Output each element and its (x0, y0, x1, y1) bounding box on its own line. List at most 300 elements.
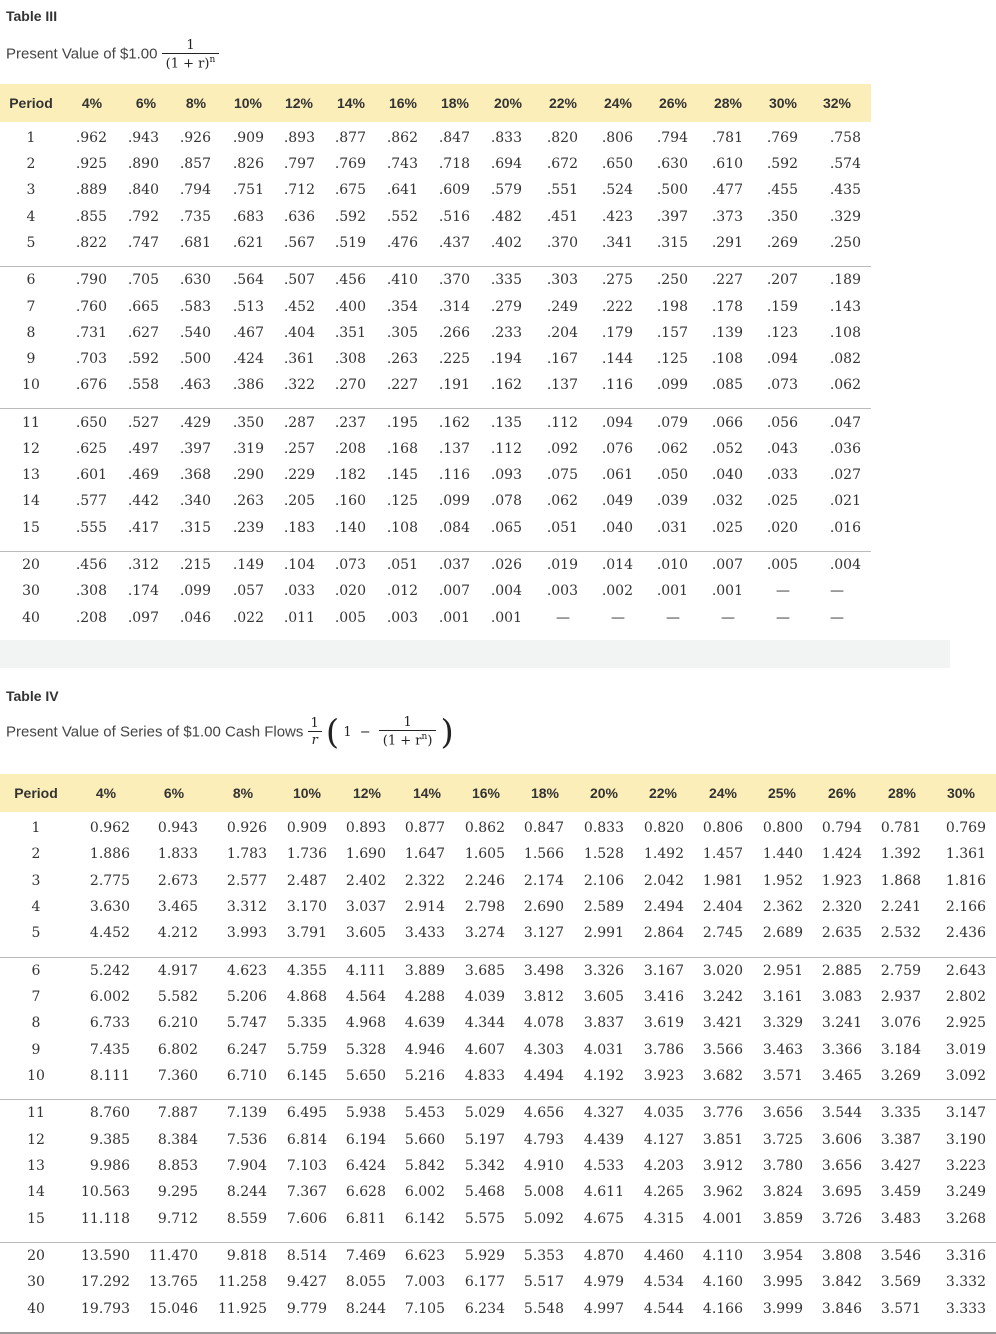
table3-value-cell: .889 (75, 182, 107, 199)
table4-value-cell: 3.544 (821, 1105, 862, 1122)
table3-value-cell: .037 (438, 557, 470, 574)
table4-formula-inner-fraction (379, 715, 437, 748)
table4-value-cell: 2.864 (643, 925, 684, 942)
table4-value-cell: 3.037 (345, 898, 386, 915)
table4-value-cell: 6.710 (226, 1067, 267, 1084)
table3-value-cell: .145 (386, 467, 418, 484)
table3-value-cell: .424 (232, 351, 264, 367)
table3-value-cell: .108 (711, 351, 743, 367)
table4-value-cell: 0.800 (762, 820, 803, 836)
table3-value-cell: .140 (334, 519, 366, 536)
table3-value-cell: .555 (75, 519, 107, 536)
table3-value-cell: .208 (334, 441, 366, 457)
table4-value-cell: 4.344 (464, 1015, 505, 1032)
table4-value-cell: 4.303 (523, 1041, 564, 1058)
table4-value-cell: 1.868 (880, 872, 921, 889)
table3-title: Table III (6, 8, 58, 24)
table4-value-cell: 3.786 (643, 1041, 684, 1058)
table4-value-cell: 4.910 (523, 1158, 564, 1174)
table3-value-cell: .625 (75, 441, 107, 457)
table4-value-cell: 8.760 (89, 1105, 130, 1122)
table4-value-cell: 5.582 (157, 989, 198, 1005)
table3-value-cell: .094 (766, 351, 798, 367)
table3-value-cell: .397 (179, 441, 211, 457)
table3-value-cell: .116 (438, 467, 470, 484)
table3-value-cell: .500 (179, 351, 211, 367)
table3-value-cell: .781 (711, 130, 743, 146)
table3-value-cell: .189 (829, 272, 861, 289)
table4-value-cell: 3.498 (523, 962, 564, 979)
table4-value-cell: 0.806 (702, 820, 743, 836)
table4-value-cell: 4.460 (643, 1248, 684, 1265)
table3-value-cell: .592 (127, 351, 159, 367)
table3-value-cell: .437 (438, 234, 470, 251)
table4-value-cell: 4.166 (702, 1300, 743, 1317)
table4-value-cell: 7.435 (89, 1041, 130, 1058)
table4-formula-inner-close: ) (427, 733, 433, 749)
table3-value-cell: .943 (127, 130, 159, 146)
table3-value-cell: .135 (490, 414, 522, 431)
table3-value-cell: .731 (75, 324, 107, 341)
table4-value-cell: 6.210 (157, 1015, 198, 1032)
table3-value-cell: .482 (490, 208, 522, 225)
table3-value-cell: .467 (232, 324, 264, 341)
table3-value-cell: .051 (546, 519, 578, 536)
table4-header-rate: 6% (163, 784, 185, 801)
table3-value-cell: .500 (656, 182, 688, 199)
table4-value-cell: 0.769 (945, 820, 986, 836)
table4-value-cell: 3.190 (945, 1131, 986, 1148)
table3-value-cell: .319 (232, 441, 264, 457)
table3-dash-cell: — (611, 609, 625, 626)
table4-value-cell: 3.923 (643, 1067, 684, 1084)
table4-value-cell: 4.607 (464, 1041, 505, 1058)
table4-value-cell: 2.798 (464, 898, 505, 915)
table3-value-cell: .291 (711, 234, 743, 251)
table4-period-cell: 6 (31, 962, 41, 979)
table4-value-cell: 2.745 (702, 925, 743, 942)
table4-value-cell: 0.909 (286, 820, 327, 836)
table3-value-cell: .893 (283, 130, 315, 146)
table4-value-cell: 3.421 (702, 1015, 743, 1032)
table3-value-cell: .909 (232, 130, 264, 146)
table3-period-cell: 11 (22, 414, 40, 431)
table4-value-cell: 1.816 (945, 872, 986, 889)
table3-value-cell: .567 (283, 234, 315, 251)
table3-period-cell: 8 (26, 324, 36, 341)
table3-period-cell: 9 (26, 351, 36, 367)
table3-value-cell: .160 (334, 493, 366, 510)
table4-value-cell: 4.979 (583, 1274, 624, 1291)
table4-value-cell: 6.002 (404, 1184, 445, 1201)
table4-value-cell: 4.533 (583, 1158, 624, 1174)
table4-value-cell: 5.453 (404, 1105, 445, 1122)
table3-value-cell: .456 (334, 272, 366, 289)
table3-value-cell: .592 (334, 208, 366, 225)
table4-period-cell: 14 (27, 1184, 45, 1201)
table3-dash-cell: — (556, 609, 570, 626)
table4-value-cell: 7.367 (286, 1184, 327, 1201)
table3-value-cell: .962 (75, 130, 107, 146)
table4-value-cell: 4.833 (464, 1067, 505, 1084)
table3-value-cell: .195 (386, 414, 418, 431)
table4-value-cell: 4.160 (702, 1274, 743, 1291)
table4-value-cell: 1.952 (762, 872, 803, 889)
table4-value-cell: 9.295 (157, 1184, 198, 1201)
table3-header-rate: 16% (388, 94, 418, 111)
table3-value-cell: .125 (386, 493, 418, 510)
section-separator (0, 640, 950, 668)
table3-value-cell: .046 (179, 609, 211, 626)
table3-value-cell: .016 (829, 519, 861, 536)
table4-value-cell: 8.244 (226, 1184, 267, 1201)
table3-value-cell: .007 (438, 583, 470, 600)
table4-value-cell: 2.643 (945, 962, 986, 979)
table4-value-cell: 4.917 (157, 962, 198, 979)
table4-value-cell: 3.726 (821, 1210, 862, 1227)
table4-value-cell: 5.842 (404, 1158, 445, 1174)
table3-value-cell: .233 (490, 324, 522, 341)
table4-value-cell: 4.675 (583, 1210, 624, 1227)
table3-value-cell: .040 (601, 519, 633, 536)
table4-value-cell: 6.623 (404, 1248, 445, 1265)
table3-value-cell: .806 (601, 130, 633, 146)
table3-value-cell: .820 (546, 130, 578, 146)
table4-value-cell: 3.859 (762, 1210, 803, 1227)
table4-value-cell: 5.335 (286, 1015, 327, 1032)
table4-value-cell: 3.083 (821, 989, 862, 1005)
table3-value-cell: .040 (711, 467, 743, 484)
table4-title: Table IV (6, 688, 59, 704)
table4-formula-outer-numerator: 1 (310, 716, 319, 731)
table3-dash-cell: — (830, 609, 844, 626)
table4-value-cell: 5.468 (464, 1184, 505, 1201)
table3-value-cell: .826 (232, 156, 264, 173)
table3-value-cell: .558 (127, 377, 159, 394)
table4-value-cell: 1.528 (583, 846, 624, 863)
table3-value-cell: .400 (334, 298, 366, 315)
table3-value-cell: .583 (179, 298, 211, 315)
table3-value-cell: .410 (386, 272, 418, 289)
table4-value-cell: 3.546 (880, 1248, 921, 1265)
table4-period-cell: 3 (31, 872, 41, 889)
table3-value-cell: .215 (179, 557, 211, 574)
table3-value-cell: .855 (75, 208, 107, 225)
table3-value-cell: .794 (179, 182, 211, 199)
table4-value-cell: 3.167 (643, 962, 684, 979)
table3-value-cell: .057 (232, 583, 264, 600)
table3-value-cell: .455 (766, 182, 798, 199)
table4-value-cell: 3.184 (880, 1041, 921, 1058)
table4-value-cell: 2.042 (643, 872, 684, 889)
table3-value-cell: .694 (490, 156, 522, 173)
table3-period-cell: 12 (22, 441, 40, 457)
table3-value-cell: .001 (490, 609, 522, 626)
table3-value-cell: .373 (711, 208, 743, 225)
table3-value-cell: .061 (601, 467, 633, 484)
table4-value-cell: 7.003 (404, 1274, 445, 1291)
table4-value-cell: 3.463 (762, 1041, 803, 1058)
table3-header-rate: 8% (185, 94, 207, 111)
table4-value-cell: 4.623 (226, 962, 267, 979)
table3-value-cell: .397 (656, 208, 688, 225)
table4-value-cell: 1.833 (157, 846, 198, 863)
table3-value-cell: .463 (179, 377, 211, 394)
table4-value-cell: 3.092 (945, 1067, 986, 1084)
table4-value-cell: 7.904 (226, 1158, 267, 1174)
table4-value-cell: 9.712 (157, 1210, 198, 1227)
table3-value-cell: .747 (127, 234, 159, 251)
table3-value-cell: .890 (127, 156, 159, 173)
table4-value-cell: 5.575 (464, 1210, 505, 1227)
table3-value-cell: .797 (283, 156, 315, 173)
table4-formula-minus: − (359, 724, 371, 740)
table3-header-rate: 32% (822, 94, 852, 111)
table3-dash-cell: — (830, 583, 844, 600)
table4-value-cell: 2.775 (89, 872, 130, 889)
table3-value-cell: .672 (546, 156, 578, 173)
table3-value-cell: .641 (386, 182, 418, 199)
table3-value-cell: .370 (438, 272, 470, 289)
table4-value-cell: 3.170 (286, 898, 327, 915)
table3-value-cell: .097 (127, 609, 159, 626)
table3-formula-base: (1 + r) (165, 56, 210, 72)
table4-value-cell: 3.846 (821, 1300, 862, 1317)
table4-formula-inner-numerator: 1 (403, 715, 412, 731)
table3-value-cell: .020 (766, 519, 798, 536)
table4-value-cell: 4.355 (286, 962, 327, 979)
table4-formula-inner-base: (1 + r (382, 733, 422, 749)
table4-value-cell: 5.353 (523, 1248, 564, 1265)
table3-value-cell: .168 (386, 441, 418, 457)
table3-value-cell: .062 (656, 441, 688, 457)
table4-period-cell: 9 (31, 1041, 41, 1058)
table3-value-cell: .718 (438, 156, 470, 173)
table3-value-cell: .579 (490, 182, 522, 199)
table4-value-cell: 7.105 (404, 1300, 445, 1317)
table4-value-cell: 4.534 (643, 1274, 684, 1291)
table3-dash-cell: — (776, 583, 790, 600)
table4-period-cell: 15 (27, 1210, 45, 1227)
table3-value-cell: .769 (334, 156, 366, 173)
table4-header-rate: 4% (95, 784, 117, 801)
table3-value-cell: .207 (766, 272, 798, 289)
table4-value-cell: 2.673 (157, 872, 198, 889)
table3-value-cell: .108 (386, 519, 418, 536)
table4-value-cell: 3.223 (945, 1158, 986, 1174)
table4-value-cell: 2.914 (404, 898, 445, 915)
table4-value-cell: 5.747 (226, 1015, 267, 1032)
table4-value-cell: 7.103 (286, 1158, 327, 1174)
table3-period-cell: 10 (22, 377, 40, 394)
table4-header-period: Period (14, 784, 58, 801)
table3-value-cell: .524 (601, 182, 633, 199)
table3-value-cell: .239 (232, 519, 264, 536)
table4-value-cell: 2.577 (226, 872, 267, 889)
table4-header-rate: 25% (767, 784, 797, 801)
table4-value-cell: 8.559 (226, 1210, 267, 1227)
table4-value-cell: 6.234 (464, 1300, 505, 1317)
table3-header-period: Period (9, 94, 53, 111)
table3-value-cell: .305 (386, 324, 418, 341)
table4-value-cell: 3.332 (945, 1274, 986, 1291)
table3-value-cell: .047 (829, 414, 861, 431)
table4-value-cell: 15.046 (149, 1300, 198, 1317)
table4-value-cell: 2.487 (286, 872, 327, 889)
table3-value-cell: .610 (711, 156, 743, 173)
table4-value-cell: 6.247 (226, 1041, 267, 1058)
table4-value-cell: 4.265 (643, 1184, 684, 1201)
table3-value-cell: .116 (601, 377, 633, 394)
table3-value-cell: .650 (75, 414, 107, 431)
table4-value-cell: 7.606 (286, 1210, 327, 1227)
table4-value-cell: 0.794 (821, 820, 862, 836)
table4-formula-inner-exponent: n (421, 732, 428, 743)
table3-value-cell: .051 (386, 557, 418, 574)
table4-value-cell: 3.912 (702, 1158, 743, 1174)
table3-header-rate: 6% (135, 94, 157, 111)
table3-value-cell: .513 (232, 298, 264, 315)
table3-period-cell: 20 (22, 557, 40, 574)
table4-subtitle-text: Present Value of Series of $1.00 Cash Flows (6, 723, 304, 741)
table3-value-cell: .540 (179, 324, 211, 341)
table4-value-cell: 2.589 (583, 898, 624, 915)
table4-value-cell: 11.470 (149, 1248, 198, 1265)
table4-value-cell: 5.938 (345, 1105, 386, 1122)
table3-subtitle-text: Present Value of $1.00 (6, 45, 158, 63)
table4-value-cell: 6.814 (286, 1131, 327, 1148)
table4-value-cell: 6.424 (345, 1158, 386, 1174)
table4-value-cell: 3.619 (643, 1015, 684, 1032)
table4-value-cell: 4.544 (643, 1300, 684, 1317)
table3-value-cell: .149 (232, 557, 264, 574)
table4-value-cell: 4.110 (702, 1248, 743, 1265)
table3-formula (162, 38, 220, 71)
table4-value-cell: 3.605 (583, 989, 624, 1005)
table3-value-cell: .052 (711, 441, 743, 457)
table4-value-cell: 3.161 (762, 989, 803, 1005)
table3-value-cell: .751 (232, 182, 264, 199)
table4-period-cell: 12 (27, 1131, 45, 1148)
table3-value-cell: .229 (283, 467, 315, 484)
table4-value-cell: 3.019 (945, 1041, 986, 1058)
table4-value-cell: 5.759 (286, 1041, 327, 1058)
table4-value-cell: 1.886 (89, 846, 130, 863)
table3-value-cell: .084 (438, 519, 470, 536)
table3-value-cell: .354 (386, 298, 418, 315)
table4-value-cell: 3.335 (880, 1105, 921, 1122)
table4-value-cell: 6.145 (286, 1067, 327, 1084)
table4-value-cell: 0.893 (345, 820, 386, 836)
table3-value-cell: .451 (546, 208, 578, 225)
table3-value-cell: .705 (127, 272, 159, 289)
table3-value-cell: .020 (334, 583, 366, 600)
table3-dash-cell: — (776, 609, 790, 626)
table4-value-cell: 8.853 (157, 1158, 198, 1174)
table3-value-cell: .527 (127, 414, 159, 431)
table4-formula-outer-fraction (308, 716, 322, 748)
table4-value-cell: 3.993 (226, 925, 267, 942)
table4-value-cell: 4.656 (523, 1105, 564, 1122)
table4-value-cell: 3.837 (583, 1015, 624, 1032)
table4-value-cell: 11.258 (218, 1274, 267, 1291)
table3-header-rate: 30% (768, 94, 798, 111)
table3-value-cell: .519 (334, 234, 366, 251)
table3-value-cell: .003 (546, 583, 578, 600)
table4-header-rate: 20% (589, 784, 619, 801)
table4-value-cell: 9.779 (286, 1300, 327, 1317)
table4-value-cell: 1.647 (404, 846, 445, 863)
table3-value-cell: .423 (601, 208, 633, 225)
table3-value-cell: .847 (438, 130, 470, 146)
table3-value-cell: .144 (601, 351, 633, 367)
table4-value-cell: 3.889 (404, 962, 445, 979)
table3-value-cell: .269 (766, 234, 798, 251)
table3-value-cell: .792 (127, 208, 159, 225)
table4-value-cell: 4.793 (523, 1131, 564, 1148)
table4-value-cell: 1.605 (464, 846, 505, 863)
table4-value-cell: 3.312 (226, 898, 267, 915)
table4-value-cell: 9.818 (226, 1248, 267, 1265)
table3-value-cell: .026 (490, 557, 522, 574)
table3-header-rate: 14% (336, 94, 366, 111)
table3-formula-exponent: n (209, 55, 216, 65)
table4-value-cell: 6.495 (286, 1105, 327, 1122)
table3-period-cell: 30 (22, 583, 40, 600)
table3-value-cell: .085 (711, 377, 743, 394)
table3-value-cell: .033 (766, 467, 798, 484)
table3-value-cell: .476 (386, 234, 418, 251)
table4-value-cell: 1.981 (702, 872, 743, 889)
table4-value-cell: 4.212 (157, 925, 198, 942)
table3-value-cell: .112 (490, 441, 522, 457)
table4-value-cell: 10.563 (81, 1184, 130, 1201)
table4-value-cell: 6.194 (345, 1131, 386, 1148)
table4-value-cell: 4.203 (643, 1158, 684, 1174)
table4-value-cell: 3.333 (945, 1300, 986, 1317)
table4-value-cell: 3.274 (464, 925, 505, 942)
table4-value-cell: 8.055 (345, 1274, 386, 1291)
table4-period-cell: 4 (31, 898, 41, 915)
table3-value-cell: .004 (829, 557, 861, 574)
table4-value-cell: 3.630 (89, 898, 130, 915)
table3-value-cell: .167 (546, 351, 578, 367)
table3-value-cell: .003 (386, 609, 418, 626)
table4-period-cell: 11 (27, 1105, 45, 1122)
table4-value-cell: 2.925 (945, 1015, 986, 1032)
table4-value-cell: 4.078 (523, 1015, 564, 1032)
table3-value-cell: .621 (232, 234, 264, 251)
table3-value-cell: .676 (75, 377, 107, 394)
table3-value-cell: .290 (232, 467, 264, 484)
table3-value-cell: .263 (232, 493, 264, 510)
table4-value-cell: 3.725 (762, 1131, 803, 1148)
table4-value-cell: 3.606 (821, 1131, 862, 1148)
table4-value-cell: 11.925 (218, 1300, 267, 1317)
table3-value-cell: .010 (656, 557, 688, 574)
table3-value-cell: .926 (179, 130, 211, 146)
table4-value-cell: 1.492 (643, 846, 684, 863)
table4-value-cell: 2.246 (464, 872, 505, 889)
table3-value-cell: .361 (283, 351, 315, 367)
table3-value-cell: .329 (829, 208, 861, 225)
table3-header-rate: 10% (233, 94, 263, 111)
table3-value-cell: .194 (490, 351, 522, 367)
table3-value-cell: .198 (656, 298, 688, 315)
table4-value-cell: 4.439 (583, 1131, 624, 1148)
table3-value-cell: .204 (546, 324, 578, 341)
table4-value-cell: 2.402 (345, 872, 386, 889)
